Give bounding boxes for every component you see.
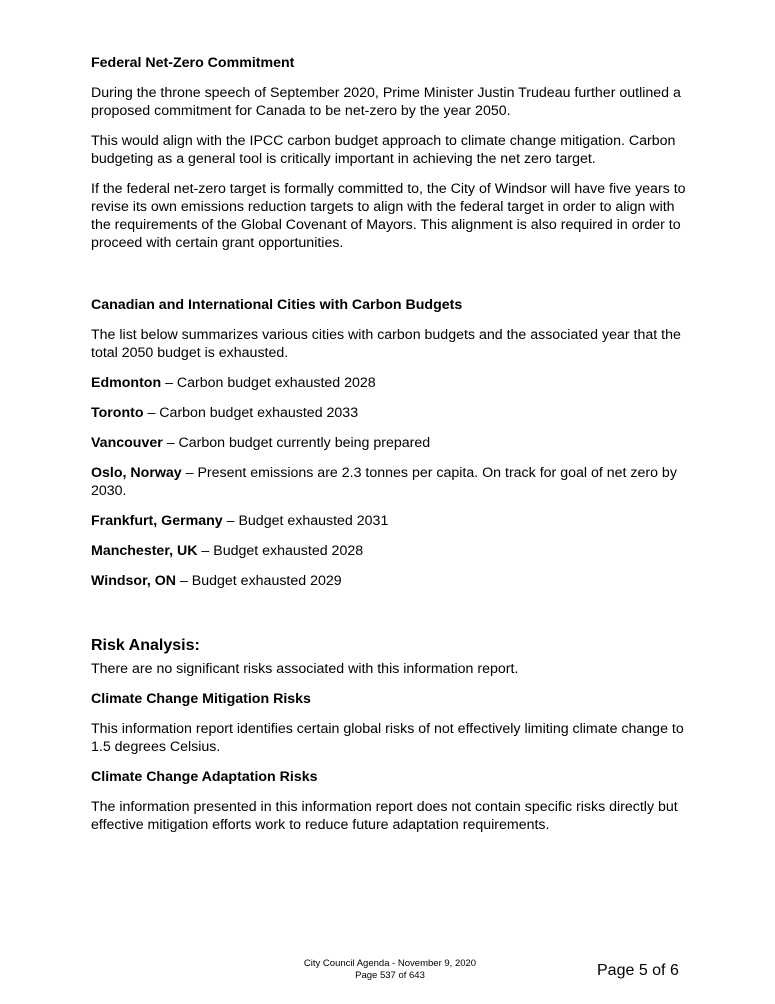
footer-page-label: Page 5 of 6 — [597, 962, 679, 979]
footer-agenda-line: City Council Agenda - November 9, 2020 — [303, 958, 477, 969]
city-item-edmonton — [91, 374, 691, 392]
city-detail: – Carbon budget currently being prepared — [162, 435, 431, 451]
city-item-oslo — [91, 464, 691, 500]
federal-paragraph-2: This would align with the IPCC carbon budget approach to climate change mitigation. Carbon budgeting as a general tool is critically important in achieving the net zero target. — [91, 133, 676, 167]
city-item-frankfurt — [91, 512, 691, 530]
federal-paragraph-3: If the federal net-zero target is formally committed to, the City of Windsor will have five years to revise its own emissions reduction targets to align with the federal target in order to align with the requirements of the Global Covenant of Mayors. This alignment is also required in order to proceed with certain grant opportunities. — [91, 181, 686, 251]
city-detail: – Carbon budget exhausted 2033 — [143, 405, 359, 421]
city-name: Oslo, Norway — [91, 465, 182, 481]
city-name: Toronto — [91, 405, 144, 421]
footer-agenda — [290, 958, 490, 982]
risk-heading: Risk Analysis: — [91, 637, 200, 654]
mitigation-heading: Climate Change Mitigation Risks — [91, 691, 311, 707]
footer-page-of-total: Page 537 of 643 — [355, 970, 425, 981]
mitigation-text: This information report identifies certain global risks of not effectively limiting climate change to 1.5 degrees Celsius. — [91, 721, 684, 755]
city-detail: – Budget exhausted 2028 — [197, 543, 364, 559]
section-spacer — [91, 264, 691, 296]
city-name: Edmonton — [91, 375, 162, 391]
city-detail: – Budget exhausted 2031 — [222, 513, 389, 529]
cities-intro: The list below summarizes various cities with carbon budgets and the associated year that the total 2050 budget is exhausted. — [91, 327, 681, 361]
document-body — [91, 54, 691, 846]
federal-paragraph-1: During the throne speech of September 2020, Prime Minister Justin Trudeau further outlined a proposed commitment for Canada to be net-zero by the year 2050. — [91, 85, 681, 119]
cities-heading: Canadian and International Cities with Carbon Budgets — [91, 297, 463, 313]
risk-intro: There are no significant risks associated with this information report. — [91, 661, 519, 677]
city-item-toronto — [91, 404, 691, 422]
adaptation-text: The information presented in this information report does not contain specific risks directly but effective mitigation efforts work to reduce future adaptation requirements. — [91, 799, 678, 833]
city-detail: – Carbon budget exhausted 2028 — [161, 375, 376, 391]
adaptation-heading: Climate Change Adaptation Risks — [91, 769, 318, 785]
city-detail: – Present emissions are 2.3 tonnes per capita. On track for goal of net zero by 2030. — [91, 465, 677, 499]
city-item-windsor — [91, 572, 691, 590]
city-name: Manchester, UK — [91, 543, 198, 559]
section-spacer — [91, 602, 691, 636]
federal-heading: Federal Net-Zero Commitment — [91, 55, 295, 71]
city-name: Windsor, ON — [91, 573, 176, 589]
city-item-vancouver — [91, 434, 691, 452]
city-detail: – Budget exhausted 2029 — [176, 573, 342, 589]
city-name: Vancouver — [91, 435, 163, 451]
city-name: Frankfurt, Germany — [91, 513, 223, 529]
city-item-manchester — [91, 542, 691, 560]
